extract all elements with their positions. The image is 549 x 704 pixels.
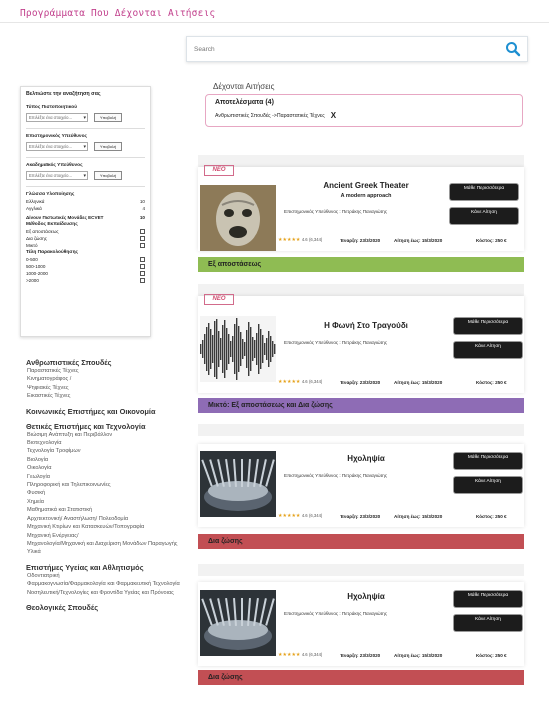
results-path	[215, 111, 513, 120]
review-count: (6,344)	[309, 652, 323, 657]
category-item[interactable]: Κινηματογράφος /	[27, 376, 72, 383]
learn-more-button[interactable]: Μάθε Περισσότερα	[450, 184, 518, 200]
category-item[interactable]: Εικαστικές Τέχνες	[27, 393, 71, 400]
filters-heading: Βελτιώστε την αναζήτηση σας	[26, 91, 101, 97]
search-bar	[186, 36, 528, 62]
course-cost: Κόστος: 250 €	[476, 653, 507, 658]
apply-button[interactable]: Κάνε Αίτηση	[454, 342, 522, 358]
checkbox[interactable]	[140, 257, 145, 262]
fee-option[interactable]: 0-500	[26, 257, 145, 262]
category-item[interactable]: Ψηφιακές Τέχνες	[27, 384, 69, 391]
category-heading[interactable]: Επιστήμες Υγείας και Αθλητισμός	[26, 562, 144, 572]
rating-stars: ★★★★★ 4.6 (6,344)	[278, 652, 323, 658]
rating-value: 4.6	[301, 237, 308, 242]
category-item[interactable]: Βιώσιμη Ανάπτυξη και Περιβάλλον	[27, 431, 113, 438]
language-option[interactable]: Αγγλικά 4	[26, 206, 145, 211]
divider	[26, 157, 145, 158]
course-title[interactable]: Ηχοληψία	[347, 592, 385, 601]
rating-value: 4.6	[301, 513, 308, 518]
apply-button[interactable]: Κάνε Αίτηση	[454, 615, 522, 631]
card-top-strip	[198, 284, 524, 296]
rating-stars: ★★★★★ 4.6 (6,344)	[278, 237, 323, 243]
delivery-method-band: Εξ αποστάσεως	[198, 257, 524, 272]
category-item[interactable]: Αρχιτεκτονική/ Αναστήλωση/ Πολεοδομία	[27, 515, 129, 522]
results-box	[205, 94, 523, 127]
language-option[interactable]: Ελληνικά 10	[26, 199, 145, 204]
checkbox[interactable]	[140, 236, 145, 241]
fee-label: Τέλη Παρακολούθησης	[26, 250, 79, 255]
category-item[interactable]: Χημεία	[27, 498, 45, 505]
course-thumbnail[interactable]	[200, 316, 276, 382]
category-heading[interactable]: Θετικές Επιστήμες και Τεχνολογία	[26, 421, 146, 431]
category-item[interactable]: Μηχανική Κτιρίων και Κατασκευών/Τοπογραφία	[27, 524, 145, 531]
course-card	[198, 444, 524, 527]
method-label: Μέθοδος Εκπαίδευσης	[26, 222, 78, 227]
rating-stars: ★★★★★ 4.6 (6,344)	[278, 379, 323, 385]
review-count: (6,344)	[309, 237, 323, 242]
course-instructor: Επιστημονικός Υπεύθυνος : Πετράκης Παναγιώτης	[284, 209, 388, 214]
course-card	[198, 582, 524, 666]
course-title[interactable]: Η Φωνή Στο Τραγούδι	[324, 321, 408, 330]
filters-panel	[20, 86, 151, 337]
search-input[interactable]	[187, 37, 487, 61]
new-badge: ΝΕΟ	[204, 294, 234, 305]
card-top-strip	[198, 564, 524, 576]
application-deadline: Αίτηση έως: 15/3/2020	[394, 238, 443, 243]
course-thumbnail[interactable]	[200, 451, 276, 517]
category-item[interactable]: Φυσική	[27, 490, 46, 497]
method-option[interactable]: Μικτό	[26, 243, 145, 248]
card-top-strip	[198, 155, 524, 167]
course-thumbnail[interactable]	[200, 185, 276, 251]
fee-option[interactable]: >2000	[26, 278, 145, 283]
results-title: Αποτελέσματα (4)	[215, 99, 274, 106]
checkbox[interactable]	[140, 243, 145, 248]
course-cost: Κόστος: 250 €	[476, 514, 507, 519]
category-tree	[26, 354, 186, 612]
category-item[interactable]: Μηχανική Ενέργειας/	[27, 532, 79, 539]
application-deadline: Αίτηση έως: 15/3/2020	[394, 514, 443, 519]
results-path-text: Ανθρωπιστικές Σπουδές ->Παραστατικές Τέχνες	[215, 112, 325, 119]
checkbox[interactable]	[140, 229, 145, 234]
academic-select[interactable]: Επιλέξτε ένα στοιχείο... ▾	[26, 171, 88, 180]
start-date: Έναρξη: 23/3/2020	[340, 238, 381, 243]
filter-label-certificate: Τύπος Πιστοποιητικού	[26, 105, 77, 110]
clear-filter-button[interactable]: X	[330, 111, 337, 120]
scientific-submit-button[interactable]: Υποβολή	[94, 142, 122, 151]
category-item[interactable]: Μηχανολογία/Μηχανική και Διαχείριση Μονάδων Παραγωγής	[27, 540, 178, 547]
rating-stars: ★★★★★ 4.6 (6,344)	[278, 513, 323, 519]
category-item[interactable]: Βιοτεχνολογία	[27, 440, 62, 447]
category-heading[interactable]: Θεολογικές Σπουδές	[26, 602, 99, 612]
application-deadline: Αίτηση έως: 15/3/2020	[394, 380, 443, 385]
course-title[interactable]: Ηχοληψία	[347, 454, 385, 463]
delivery-method-band: Μικτό: Εξ αποστάσεως και Δια ζώσης	[198, 398, 524, 413]
learn-more-button[interactable]: Μάθε Περισσότερα	[454, 318, 522, 334]
application-deadline: Αίτηση έως: 15/3/2020	[394, 653, 443, 658]
category-item[interactable]: Οδοντιατρική	[27, 572, 60, 579]
title-divider	[0, 22, 549, 23]
certificate-select[interactable]: Επιλέξτε ένα στοιχείο... ▾	[26, 113, 88, 122]
method-option[interactable]: Δια ζώσης	[26, 236, 145, 241]
checkbox[interactable]	[140, 264, 145, 269]
rating-value: 4.6	[301, 652, 308, 657]
category-item[interactable]: Βιολογία	[27, 456, 49, 463]
method-option[interactable]: Εξ αποστάσεως	[26, 229, 145, 234]
course-cost: Κόστος: 250 €	[476, 380, 507, 385]
certificate-submit-button[interactable]: Υποβολή	[94, 113, 122, 122]
apply-button[interactable]: Κάνε Αίτηση	[450, 208, 518, 224]
fee-option[interactable]: 500-1000	[26, 264, 145, 269]
language-label: Γλώσσα Υλοποίησης	[26, 192, 75, 197]
scientific-select[interactable]: Επιλέξτε ένα στοιχείο... ▾	[26, 142, 88, 151]
course-thumbnail[interactable]	[200, 590, 276, 656]
category-item[interactable]: Παραστατικές Τέχνες	[27, 368, 79, 374]
start-date: Έναρξη: 23/3/2020	[340, 653, 381, 658]
start-date: Έναρξη: 23/3/2020	[340, 380, 381, 385]
course-cost: Κόστος: 250 €	[476, 238, 507, 243]
card-top-strip	[198, 424, 524, 436]
review-count: (6,344)	[309, 379, 323, 384]
course-card	[198, 167, 524, 251]
divider	[26, 186, 145, 187]
checkbox[interactable]	[140, 278, 145, 283]
divider	[26, 128, 145, 129]
learn-more-button[interactable]: Μάθε Περισσότερα	[454, 453, 522, 469]
category-item[interactable]: Γεωλογία	[27, 473, 50, 480]
delivery-method-band: Δια ζώσης	[198, 534, 524, 549]
fee-option[interactable]: 1000-2000	[26, 271, 145, 276]
main-heading: Δέχονται Αιτήσεις	[213, 82, 275, 91]
filter-label-scientific: Επιστημονικός Υπεύθυνος	[26, 134, 88, 139]
category-item[interactable]: Υλικά	[27, 549, 41, 556]
ecvet-option[interactable]: Δίνουν Πιστωτικές Μονάδες ECVET 10	[26, 215, 145, 220]
course-instructor: Επιστημονικός Υπεύθυνος : Πετράκης Παναγιώτης	[284, 473, 388, 478]
category-item[interactable]: Νοσηλευτική/Τεχνολογίες και Φροντίδα Υγείας και Πρόνοιας	[27, 589, 174, 596]
learn-more-button[interactable]: Μάθε Περισσότερα	[454, 591, 522, 607]
category-item[interactable]: Οικολογία	[27, 465, 52, 472]
category-heading[interactable]: Ανθρωπιστικές Σπουδές	[26, 358, 112, 367]
search-icon[interactable]	[505, 41, 521, 57]
category-item[interactable]: Μαθηματικά και Στατιστική	[27, 507, 93, 514]
page-title: Προγράμματα Που Δέχονται Αιτήσεις	[20, 8, 216, 19]
filter-label-academic: Ακαδημαϊκός Υπεύθυνος	[26, 163, 83, 168]
review-count: (6,344)	[309, 513, 323, 518]
course-card	[198, 296, 524, 393]
category-heading[interactable]: Κοινωνικές Επιστήμες και Οικονομία	[26, 406, 156, 416]
course-instructor: Επιστημονικός Υπεύθυνος : Πετράκης Παναγιώτης	[284, 340, 388, 345]
course-instructor: Επιστημονικός Υπεύθυνος : Πετράκης Παναγιώτης	[284, 611, 388, 616]
delivery-method-band: Δια ζώσης	[198, 670, 524, 685]
new-badge: ΝΕΟ	[204, 165, 234, 176]
course-title[interactable]: Ancient Greek Theater	[323, 181, 409, 190]
category-item[interactable]: Φαρμακογνωσία/Φαρμακολογία και Φαρμακευτική Τεχνολογία	[27, 581, 180, 588]
category-item[interactable]: Τεχνολογία Τροφίμων	[27, 448, 81, 455]
checkbox[interactable]	[140, 271, 145, 276]
category-item[interactable]: Πληροφορική και Τηλεπικοινωνίες	[27, 482, 111, 489]
course-subtitle: A modern approach	[340, 193, 392, 199]
rating-value: 4.6	[301, 379, 308, 384]
apply-button[interactable]: Κάνε Αίτηση	[454, 477, 522, 493]
academic-submit-button[interactable]: Υποβολή	[94, 171, 122, 180]
start-date: Έναρξη: 23/3/2020	[340, 514, 381, 519]
